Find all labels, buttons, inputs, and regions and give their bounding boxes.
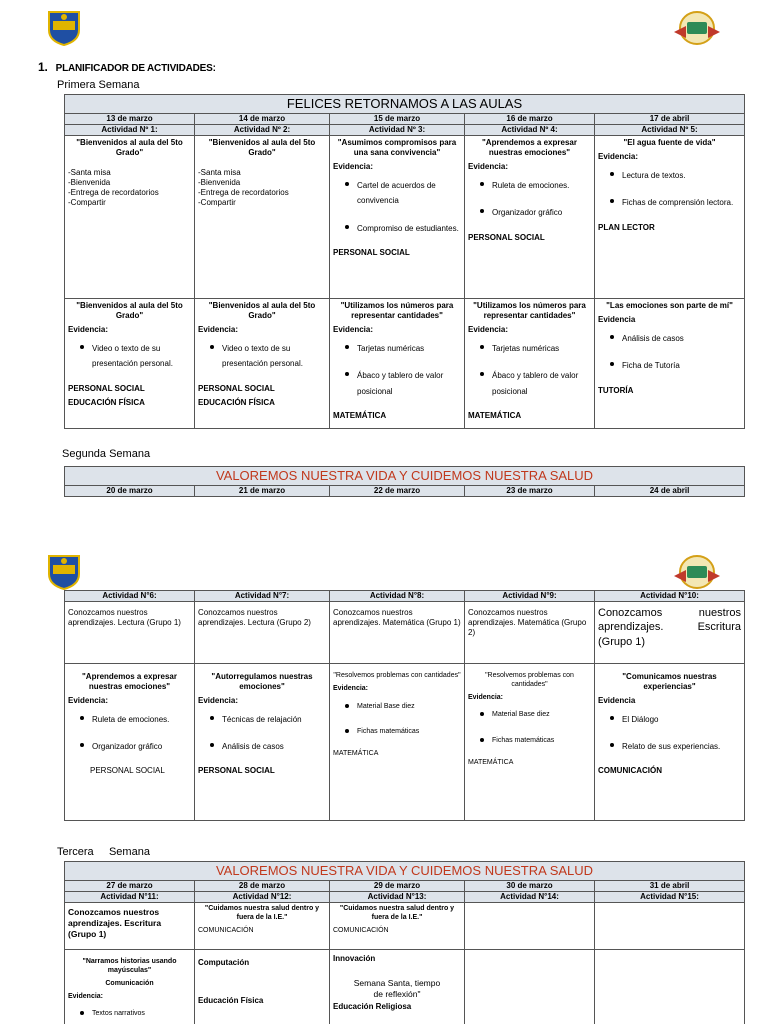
activity-cell — [595, 903, 745, 950]
subject-area: PLAN LECTOR — [598, 222, 655, 232]
activity-label: Actividad N°13: — [330, 892, 465, 903]
evidence-label: Evidencia: — [68, 325, 109, 335]
evidence-item: Ábaco y tablero de valor posicional — [357, 368, 461, 398]
diagnostic-cell: Conozcamos nuestros aprendizajes. Lectura (Grupo 1) — [65, 602, 195, 664]
agenda-line: -Compartir — [68, 198, 106, 208]
activity-quote: "Autorregulamos nuestras emociones" — [211, 672, 313, 691]
week3-title: VALOREMOS NUESTRA VIDA Y CUIDEMOS NUESTRA SALUD — [65, 862, 745, 881]
activity-quote: "Resolvemos problemas con cantidades" — [333, 672, 461, 679]
agenda-line: -Santa misa — [198, 168, 241, 178]
activity-cell — [330, 950, 465, 1024]
evidence-item: Organizador gráfico — [492, 205, 591, 220]
subject-area: MATEMÁTICA — [468, 758, 514, 766]
evidence-label: Evidencia: — [333, 162, 374, 172]
activity-quote: "Comunicamos nuestras experiencias" — [622, 672, 717, 691]
week2-header-table — [64, 466, 745, 497]
week2-table — [64, 590, 745, 821]
date-cell: 31 de abril — [595, 881, 745, 892]
evidence-item: Textos narrativos — [92, 1007, 191, 1020]
evidence-item: Material Base diez — [357, 700, 461, 713]
activity-cell — [595, 299, 745, 429]
week3-label: Tercera Semana — [57, 846, 150, 858]
date-cell: 29 de marzo — [330, 881, 465, 892]
activity-label: Actividad N°8: — [330, 591, 465, 602]
activity-quote: "Bienvenidos al aula del 5to Grado" — [208, 301, 316, 321]
institution-emblem-logo — [672, 8, 722, 48]
activity-label: Actividad Nº 3: — [330, 125, 465, 136]
date-cell: 21 de marzo — [195, 486, 330, 497]
week1-table — [64, 94, 745, 429]
evidence-item: Ruleta de emociones. — [92, 712, 191, 727]
activity-label: Actividad Nº 5: — [595, 125, 745, 136]
subject-area: COMUNICACIÓN — [598, 766, 662, 776]
activity-label: Actividad N°14: — [465, 892, 595, 903]
activity-cell — [65, 664, 195, 821]
activity-cell — [195, 136, 330, 299]
evidence-item: Ábaco y tablero de valor posicional — [492, 368, 591, 398]
evidence-item: Técnicas de relajación — [222, 712, 326, 727]
diagnostic-cell: Conozcamos nuestros aprendizajes. Matemática (Grupo 1) — [330, 602, 465, 664]
activity-cell — [195, 299, 330, 429]
week2-label: Segunda Semana — [62, 448, 151, 460]
evidence-item: Cartel de acuerdos de convivencia — [357, 178, 461, 208]
diagnostic-cell: Conozcamos nuestros aprendizajes. Lectura (Grupo 2) — [195, 602, 330, 664]
subject-area: Educación Física — [198, 996, 264, 1006]
activity-quote: "Bienvenidos al aula del 5to Grado" — [208, 138, 316, 158]
date-cell: 15 de marzo — [330, 114, 465, 125]
evidence-item: Fichas de comprensión lectora. — [622, 195, 741, 210]
activity-quote: "Asumimos compromisos para una sana convivencia" — [337, 138, 457, 158]
subject-area: PERSONAL SOCIAL — [198, 766, 275, 776]
evidence-label: Evidencia: — [333, 684, 369, 692]
date-cell: 16 de marzo — [465, 114, 595, 125]
subject-area: MATEMÁTICA — [468, 410, 522, 420]
evidence-label: Evidencia: — [468, 693, 504, 701]
activity-cell: Conozcamos nuestros aprendizajes. Escritura (Grupo 1) — [65, 903, 195, 950]
activity-cell — [595, 950, 745, 1024]
agenda-line: -Bienvenida — [68, 178, 111, 188]
subject-area: EDUCACIÓN FÍSICA — [198, 397, 275, 407]
date-cell: 20 de marzo — [65, 486, 195, 497]
activity-quote: "Resolvemos problemas con cantidades" — [485, 672, 574, 688]
subject-area: PERSONAL SOCIAL — [333, 247, 410, 257]
agenda-line: -Entrega de recordatorios — [198, 188, 289, 198]
subject-area: MATEMÁTICA — [333, 410, 387, 420]
evidence-label: Evidencia: — [198, 696, 239, 705]
activity-label: Actividad N°7: — [195, 591, 330, 602]
activity-cell — [195, 950, 330, 1024]
evidence-label: Evidencia: — [68, 696, 109, 705]
activity-label: Actividad Nº 2: — [195, 125, 330, 136]
activity-label: Actividad N°9: — [465, 591, 595, 602]
institution-emblem-logo — [672, 552, 722, 592]
subject-area: Educación Religiosa — [333, 1001, 412, 1011]
activity-cell — [465, 903, 595, 950]
date-cell: 30 de marzo — [465, 881, 595, 892]
evidence-item: Ruleta de emociones. — [492, 178, 591, 193]
activity-quote: "Aprendemos a expresar nuestras emociones" — [482, 138, 577, 158]
date-cell: 23 de marzo — [465, 486, 595, 497]
activity-label: Actividad N°10: — [595, 591, 745, 602]
evidence-label: Evidencia: — [468, 325, 509, 335]
evidence-item: Análisis de casos — [222, 739, 326, 754]
evidence-label: Evidencia: — [198, 325, 239, 335]
evidence-label: Evidencia: — [333, 325, 374, 335]
activity-quote: "El agua fuente de vida" — [623, 138, 716, 148]
subject-area: PERSONAL SOCIAL — [68, 383, 145, 393]
date-cell: 22 de marzo — [330, 486, 465, 497]
evidence-item: Fichas matemáticas — [492, 734, 591, 747]
activity-quote: "Narramos historias usando mayúsculas" — [82, 958, 177, 974]
agenda-line: -Bienvenida — [198, 178, 241, 188]
week1-label: Primera Semana — [57, 79, 140, 91]
activity-quote: "Las emociones son parte de mí" — [606, 301, 733, 311]
activity-quote: "Utilizamos los números para representar cantidades" — [473, 301, 586, 321]
activity-quote: "Utilizamos los números para representar cantidades" — [340, 301, 454, 321]
date-cell: 28 de marzo — [195, 881, 330, 892]
activity-cell — [195, 903, 330, 950]
activity-label: Actividad N°6: — [65, 591, 195, 602]
school-crest-logo — [46, 552, 82, 590]
activity-cell — [465, 299, 595, 429]
activity-cell — [65, 136, 195, 299]
activity-cell — [465, 950, 595, 1024]
activity-label: Actividad Nº 4: — [465, 125, 595, 136]
evidence-item: Compromiso de estudiantes. — [357, 221, 461, 236]
evidence-item: Organizador gráfico — [92, 739, 191, 754]
activity-cell — [330, 136, 465, 299]
evidence-item: Material Base diez — [492, 708, 591, 721]
subject-area: PERSONAL SOCIAL — [198, 383, 275, 393]
diagnostic-cell: Conozcamos nuestros aprendizajes. Matemática (Grupo 2) — [465, 602, 595, 664]
evidence-item: Ficha de Tutoría — [622, 358, 741, 373]
activity-label: Actividad N°15: — [595, 892, 745, 903]
activity-cell — [65, 950, 195, 1024]
week3-table — [64, 861, 745, 1024]
activity-label: Actividad N°11: — [65, 892, 195, 903]
evidence-label: Evidencia: — [468, 162, 509, 172]
date-cell: 14 de marzo — [195, 114, 330, 125]
evidence-item: El Diálogo — [622, 712, 741, 727]
date-cell: 17 de abril — [595, 114, 745, 125]
agenda-line: -Compartir — [198, 198, 236, 208]
activity-cell — [595, 664, 745, 821]
activity-cell — [465, 664, 595, 821]
evidence-item: Video o texto de su presentación personal. — [222, 341, 326, 371]
activity-cell — [65, 299, 195, 429]
activity-cell — [465, 136, 595, 299]
evidence-label: Evidencia — [598, 696, 636, 705]
agenda-line: -Santa misa — [68, 168, 111, 178]
activity-quote: "Bienvenidos al aula del 5to Grado" — [76, 301, 183, 321]
date-cell: 24 de abril — [595, 486, 745, 497]
evidence-item: Tarjetas numéricas — [357, 341, 461, 356]
evidence-label: Evidencia: — [598, 152, 639, 162]
evidence-item: Video o texto de su presentación personal. — [92, 341, 191, 371]
activity-text: Semana Santa, tiempo de reflexión" — [353, 978, 441, 999]
date-cell: 13 de marzo — [65, 114, 195, 125]
subject-area: Computación — [198, 958, 250, 968]
activity-label: Actividad Nº 1: — [65, 125, 195, 136]
evidence-item: Fichas matemáticas — [357, 725, 461, 738]
diagnostic-cell: Conozcamos nuestros aprendizajes. Escritura (Grupo 1) — [595, 602, 745, 664]
activity-cell — [330, 299, 465, 429]
evidence-item: Lectura de textos. — [622, 168, 741, 183]
activity-cell — [330, 664, 465, 821]
activity-quote: "Cuidamos nuestra salud dentro y fuera de la I.E." — [339, 905, 455, 921]
evidence-item: Análisis de casos — [622, 331, 741, 346]
subject-area: EDUCACIÓN FÍSICA — [68, 397, 145, 407]
subject-area: MATEMÁTICA — [333, 750, 379, 758]
date-cell: 27 de marzo — [65, 881, 195, 892]
section-heading: 1. PLANIFICADOR DE ACTIVIDADES: — [38, 60, 216, 74]
subject-area: COMUNICACIÓN — [198, 926, 254, 934]
subject-area: COMUNICACIÓN — [333, 926, 389, 934]
week1-title: FELICES RETORNAMOS A LAS AULAS — [65, 95, 745, 114]
evidence-label: Evidencia: — [68, 992, 104, 1000]
subject-area: PERSONAL SOCIAL — [468, 232, 545, 242]
school-crest-logo — [46, 8, 82, 46]
activity-cell — [330, 903, 465, 950]
agenda-line: -Entrega de recordatorios — [68, 188, 159, 198]
evidence-item: Tarjetas numéricas — [492, 341, 591, 356]
activity-quote: "Bienvenidos al aula del 5to Grado" — [76, 138, 183, 158]
week2-title: VALOREMOS NUESTRA VIDA Y CUIDEMOS NUESTRA SALUD — [65, 467, 745, 486]
activity-quote: "Cuidamos nuestra salud dentro y fuera de la I.E." — [204, 905, 320, 921]
subject-area: Comunicación — [105, 979, 154, 987]
subject-area: TUTORÍA — [598, 385, 634, 395]
activity-cell — [595, 136, 745, 299]
evidence-item: Relato de sus experiencias. — [622, 739, 741, 754]
activity-quote: "Aprendemos a expresar nuestras emociones" — [82, 672, 177, 691]
activity-cell — [195, 664, 330, 821]
activity-label: Actividad N°12: — [195, 892, 330, 903]
evidence-label: Evidencia — [598, 315, 636, 325]
subject-area: PERSONAL SOCIAL — [90, 766, 165, 776]
subject-area: Innovación — [333, 954, 376, 964]
